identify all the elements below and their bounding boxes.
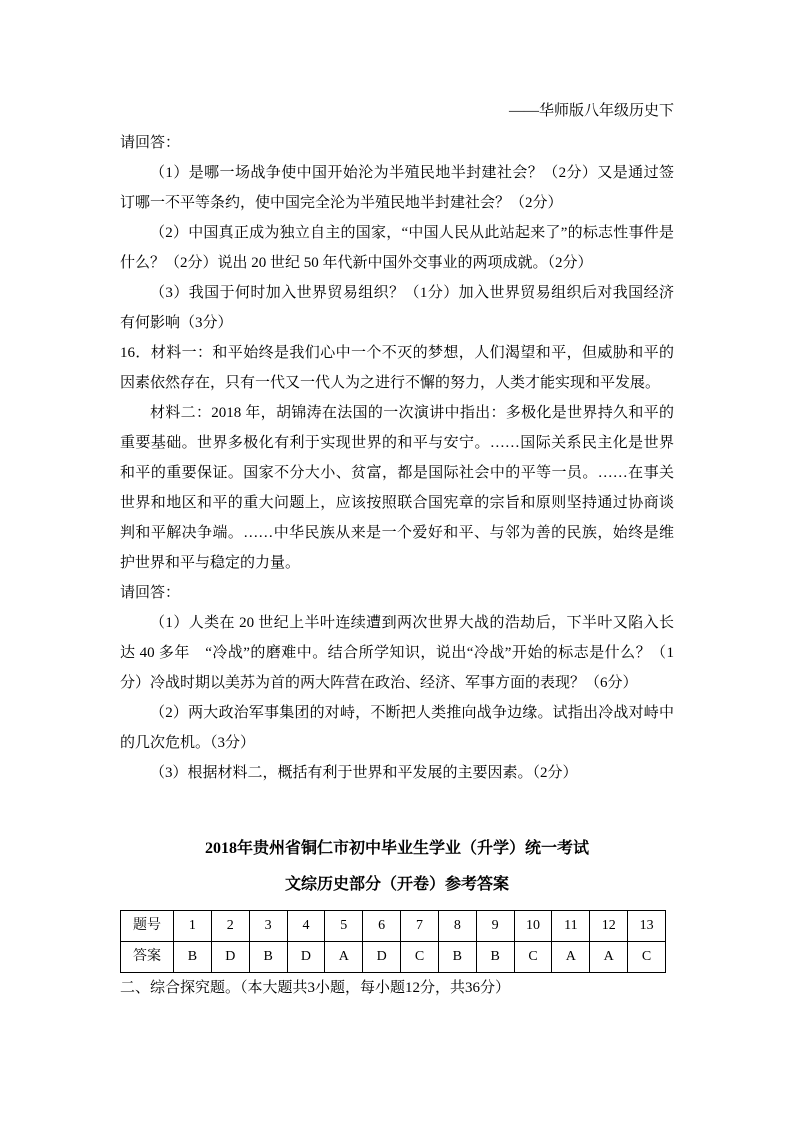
exam-title: 2018年贵州省铜仁市初中毕业生学业（升学）统一考试 — [204, 840, 589, 857]
table-row-question-numbers — [121, 911, 666, 942]
question-number-cell: 11 — [552, 911, 590, 942]
question-number-cell: 13 — [628, 911, 666, 942]
paragraph-q16-part2: （2）两大政治军事集团的对峙，不断把人类推向战争边缘。试指出冷战对峙中的几次危机。（3分） — [120, 705, 674, 751]
paragraph-q15-part1: （1）是哪一场战争使中国开始沦为半殖民地半封建社会？（2分）又是通过签订哪一不平等条约，使中国完全沦为半殖民地半封建社会？（2分） — [120, 165, 674, 211]
answer-cell: B — [249, 942, 287, 973]
paragraph-q16-part1: （1）人类在 20 世纪上半叶连续遭到两次世界大战的浩劫后，下半叶又陷入长达 40 多年 “冷战”的磨难中。结合所学知识，说出“冷战”开始的标志是什么？（1分）冷战时期以美苏为首的两大阵营在政治、经济、军事方面的表现？（6分） — [120, 615, 674, 691]
question-number-cell: 8 — [438, 911, 476, 942]
answer-cell: B — [476, 942, 514, 973]
question-number-cell: 2 — [211, 911, 249, 942]
answer-key-title: 文综历史部分（开卷）参考答案 — [284, 876, 509, 893]
paragraph-q16-material2: 材料二：2018 年，胡锦涛在法国的一次演讲中指出：多极化是世界持久和平的重要基础。世界多极化有利于实现世界的和平与安宁。……国际关系民主化是世界和平的重要保证。国家不分大小、贫富，都是国际社会中的平等一员。……在事关世界和地区和平的重大问题上，应该按照联合国宪章的宗旨和原则坚持通过协商谈判和平解决争端。……中华民族从来是一个爱好和平、与邻为善的民族，始终是维护世界和平与稳定的力量。 — [120, 405, 674, 571]
answer-cell: C — [401, 942, 439, 973]
answer-cell: C — [628, 942, 666, 973]
question-number-cell: 10 — [514, 911, 552, 942]
paragraph-q15-part2: （2）中国真正成为独立自主的国家，“中国人民从此站起来了”的标志性事件是什么？（2分）说出 20 世纪 50 年代新中国外交事业的两项成就。（2分） — [120, 225, 674, 271]
paragraph-q16-part3: （3）根据材料二，概括有利于世界和平发展的主要因素。（2分） — [150, 765, 578, 781]
question-number-cell: 1 — [174, 911, 212, 942]
answer-cell: A — [552, 942, 590, 973]
row-header-question-number: 题号 — [121, 911, 174, 942]
paragraph-q16-material1: 16．材料一：和平始终是我们心中一个不灭的梦想，人们渴望和平，但威胁和平的因素依然存在，只有一代又一代人为之进行不懈的努力，人类才能实现和平发展。 — [120, 345, 674, 391]
answer-cell: C — [514, 942, 552, 973]
table-row-answers — [121, 942, 666, 973]
question-number-cell: 5 — [325, 911, 363, 942]
answer-key-table — [120, 910, 666, 973]
answer-cell: A — [590, 942, 628, 973]
question-number-cell: 12 — [590, 911, 628, 942]
question-number-cell: 9 — [476, 911, 514, 942]
question-number-cell: 3 — [249, 911, 287, 942]
question-number-cell: 6 — [363, 911, 401, 942]
answer-cell: D — [287, 942, 325, 973]
section-two-heading: 二、综合探究题。（本大题共3小题，每小题12分，共36分） — [120, 980, 511, 996]
edition-note: ——华师版八年级历史下 — [508, 103, 674, 119]
answer-cell: B — [174, 942, 212, 973]
answer-cell: D — [211, 942, 249, 973]
paragraph-please-answer-1: 请回答： — [120, 135, 181, 151]
paragraph-q15-part3: （3）我国于何时加入世界贸易组织？（1分）加入世界贸易组织后对我国经济有何影响（3分） — [120, 285, 674, 331]
answer-cell: D — [363, 942, 401, 973]
question-number-cell: 7 — [401, 911, 439, 942]
row-header-answer: 答案 — [121, 942, 174, 973]
answer-cell: B — [438, 942, 476, 973]
question-number-cell: 4 — [287, 911, 325, 942]
paragraph-please-answer-2: 请回答： — [120, 585, 181, 601]
answer-cell: A — [325, 942, 363, 973]
